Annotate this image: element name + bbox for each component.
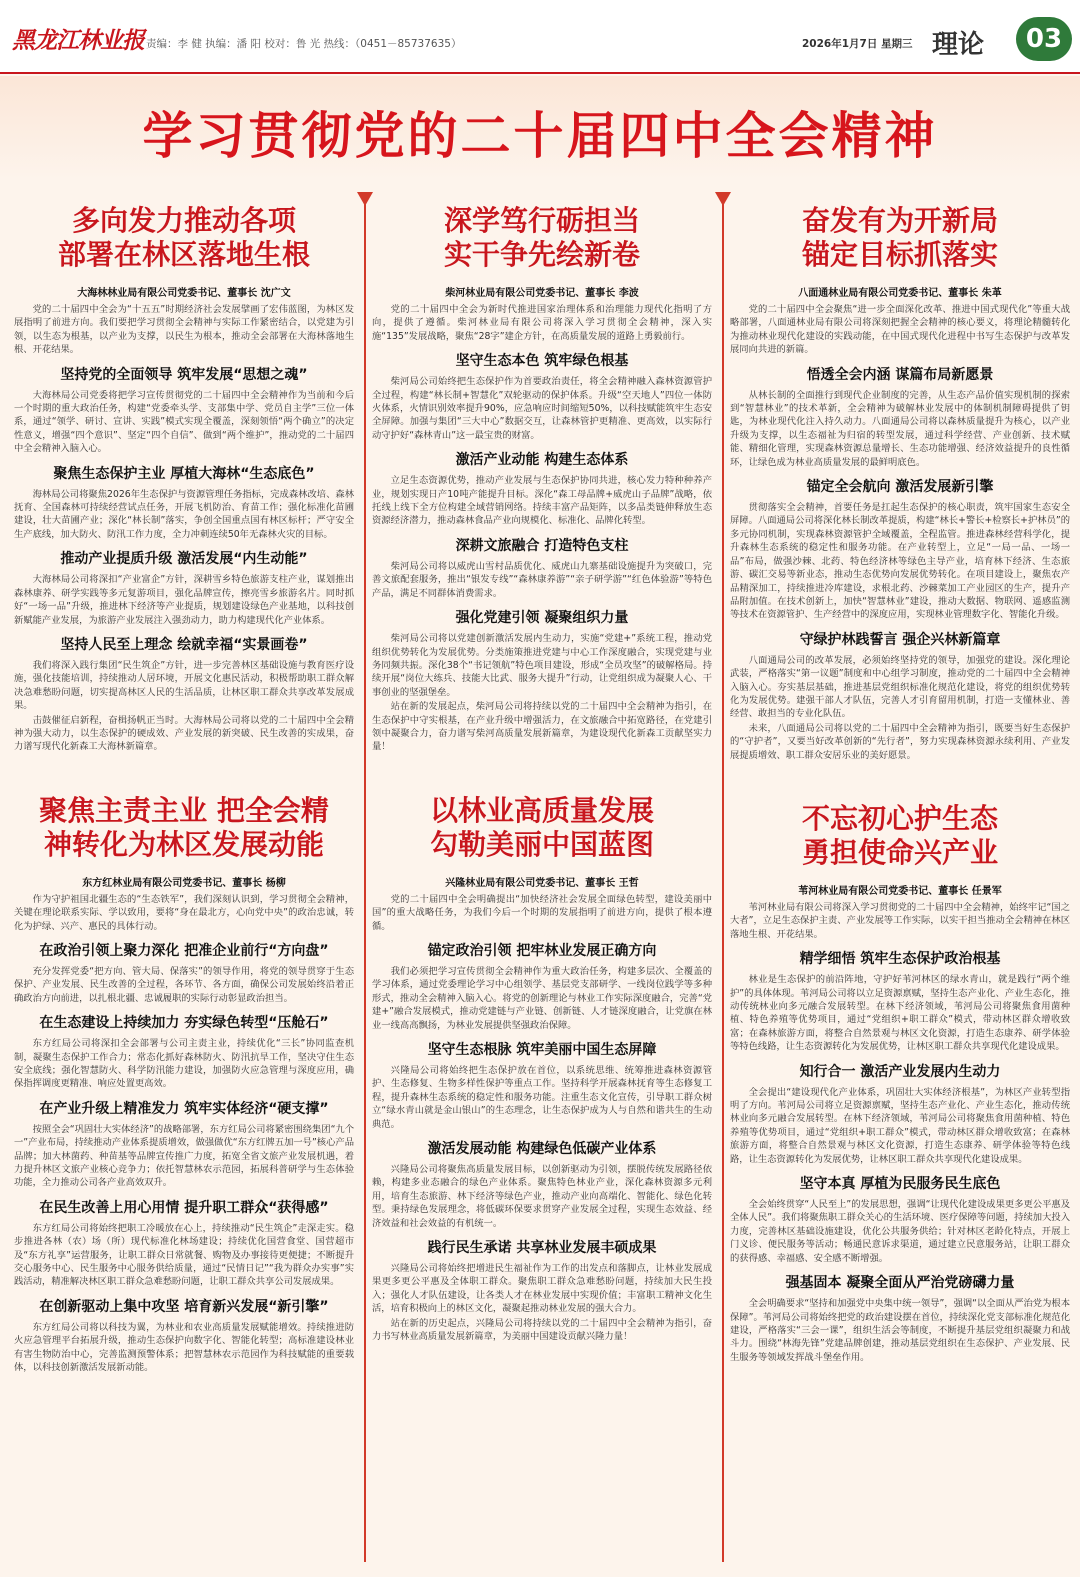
paragraph: 我们将深入践行集团“民生筑企”方针，进一步完善林区基础设施与教育医疗设施，强化技能培训，持续推动人居环境，开展文化惠民活动，积极帮助职工群众解决急难愁盼问题，切实提高林区人民的生活品质，让林区职工群众共享改革发展成果。 (14, 659, 354, 712)
article-title: 深学笃行砺担当 实干争先绘新卷 (443, 204, 640, 271)
paragraph: 林业是生态保护的前沿阵地，守护好苇河林区的绿水青山，就是践行“两个维护”的具体体现。苇河局公司将以立足资源禀赋，坚持生态产业化、产业生态化，推动传统林业向多元融合发展转型。在林下经济领域，苇河局公司将聚焦食用菌种植、特色养殖等优势项目，通过“党组织+职工群众”模式，带动林区群众增收致富；在森林旅游方面，将整合自然景观与林区文化资源，打造生态康养、研学体验等特色线路，让生态资源转化为发展优势，让林区职工群众共享现代化建设成果。 (730, 974, 1070, 1053)
subheading: 强化党建引领 凝聚组织力量 (455, 610, 629, 627)
paragraph: 苇河林业局有限公司将深入学习贯彻党的二十届四中全会精神，始终牢记“国之大者”，立足生态保护主责、产业发展等工作实际，以实干担当推动全会精神在林区落地生根、开花结果。 (730, 901, 1070, 940)
section-name: 理论 (932, 30, 985, 60)
subheading: 激活发展动能 构建绿色低碳产业体系 (427, 1141, 657, 1158)
subheading: 坚持人民至上理念 绘就幸福“实景画卷” (60, 636, 308, 653)
subheading: 推动产业提质升级 激活发展“内生动能” (60, 551, 308, 568)
subheading: 坚守生态本色 筑牢绿色根基 (455, 353, 629, 370)
article-title: 奋发有为开新局 锚定目标抓落实 (801, 204, 998, 271)
paragraph: 作为守护祖国北疆生态的“生态铁军”，我们深刻认识到，学习贯彻全会精神，关键在理论联系实际、学以致用，要将“身在最北方，心向党中央”的政治忠诚，转化为护绿、兴产、惠民的具体行动。 (14, 893, 354, 932)
paragraph: 全会始终贯穿“人民至上”的发展思想，强调“让现代化建设成果更多更公平惠及全体人民”。我们将聚焦职工群众关心的生活环境、医疗保障等问题，持续加大投入力度，完善林区基础设施建设，优化公共服务供给；针对林区老龄化特点，开展上门义诊、便民服务等活动；畅通民意诉求渠道，通过建立民意服务站，让职工群众的获得感、幸福感、安全感不断增强。 (730, 1199, 1070, 1264)
subheading: 悟透全会内涵 谋篇布局新愿景 (806, 366, 994, 383)
column-middle (372, 190, 712, 1570)
editor-credits: 责编：李 健 执编：潘 阳 校对：鲁 光 热线：（0451－85737635） (146, 38, 462, 50)
paragraph: 我们必须把学习宣传贯彻全会精神作为重大政治任务，构建多层次、全覆盖的学习体系，通过党委理论学习中心组领学、基层党支部研学、一线岗位践学等多种形式，推动全会精神入脑入心。将党的创新理论与林业工作实际深度融合，完善“党建+”融合发展模式，推动党建链与产业链、创新链、人才链深度融合，让党旗在林业一线高高飘扬，为林业发展提供坚强政治保障。 (372, 965, 712, 1031)
paragraph: 八面通局公司的改革发展，必须始终坚持党的领导，加强党的建设。深化理论武装，严格落实“第一议题”制度和中心组学习制度，推动党的二十届四中全会精神入脑入心。夯实基层基础，推进基层党组织标准化规范化建设，将党的组织优势转化为发展优势。建强干部人才队伍，完善人才引育留用机制，打造一支懂林业、善经营、敢担当的专业化队伍。 (730, 654, 1070, 720)
divider-pin-icon (715, 192, 731, 206)
subheading: 在生态建设上持续加力 夯实绿色转型“压舱石” (39, 1015, 329, 1032)
page-number-badge: 03 (1016, 17, 1072, 61)
paragraph: 全会明确要求“坚持和加强党中央集中统一领导”，强调“以全面从严治党为根本保障”。苇河局公司将始终把党的政治建设摆在首位，持续深化党支部标准化规范化建设，严格落实“三会一课”，组织生活会等制度，不断提升基层党组织凝聚力和战斗力。围绕“林海先锋”党建品牌创建，推动基层党组织在生态保护、产业发展、民生服务等领域发挥战斗堡垒作用。 (730, 1298, 1070, 1363)
article-author: 柴河林业局有限公司党委书记、董事长 李波 (445, 288, 639, 299)
paragraph: 站在新的历史起点，兴隆局公司将持续以党的二十届四中全会精神为指引，奋力书写林业高质量发展新篇章，为美丽中国建设贡献兴隆力量！ (372, 1317, 712, 1343)
paragraph: 兴隆局公司将始终把增进民生福祉作为工作的出发点和落脚点，让林业发展成果更多更公平惠及全体职工群众。聚焦职工群众急难愁盼问题，持续加大民生投入；强化人才队伍建设，让各类人才在林业发展中实现价值；丰富职工精神文化生活，培育积极向上的林区文化，凝聚起推动林业发展的强大合力。 (372, 1263, 712, 1315)
paragraph: 柴河局公司始终把生态保护作为首要政治责任，将全会精神融入森林资源管护全过程，构建“林长制+智慧化”双轮驱动的保护体系。升级“空天地人”四位一体防火体系，火情识别效率提升90%，应急响应时间缩短50%，以科技赋能筑牢生态安全屏障。加强与集团“三大中心”数据交互，让森林管护更精准、更高效，以实际行动守护好“森林青山”这一最宝贵的财富。 (372, 376, 712, 441)
paragraph: 全会提出“建设现代化产业体系，巩固壮大实体经济根基”，为林区产业转型指明了方向。苇河局公司将立足资源禀赋，坚持生态产业化、产业生态化，推动传统林业向多元融合发展转型。在林下经济领域，苇河局公司将聚焦食用菌种植、特色养殖等优势项目，通过“党组织+职工群众”模式，带动林区群众增收致富；在森林旅游方面，将整合自然景观与林区文化资源，打造生态康养、研学体验等特色线路，让生态资源转化为发展优势，让林区职工群众共享现代化建设成果。 (730, 1086, 1070, 1165)
paragraph: 从林长制的全面推行到现代企业制度的完善，从生态产品价值实现机制的探索到“智慧林业”的技术革新，全会精神为破解林业发展中的体制机制障碍提供了钥匙，为林业现代化注入持久动力。八面通局公司将以森林质量提升为核心，以产业升级为支撑，以生态福祉为归宿的转型发展，通过科学经营、产业创新、技术赋能、精细化管理，实现森林资源总量增长、生态功能增强、经济效益提升的良性循环，让绿色成为林业高质量发展的最鲜明底色。 (730, 389, 1070, 468)
subheading: 在政治引领上聚力深化 把准企业前行“方向盘” (39, 942, 329, 959)
paragraph: 党的二十届四中全会聚焦“进一步全面深化改革、推进中国式现代化”等重大战略部署，八面通林业局有限公司将深刻把握全会精神的核心要义，将理论精髓转化为推动林业现代化建设的实践动能，在中国式现代化进程中书写生态保护与改革发展同向共进的新篇。 (730, 304, 1070, 356)
article-author: 苇河林业局有限公司党委书记、董事长 任景军 (798, 885, 1002, 897)
subheading: 深耕文旅融合 打造特色支柱 (455, 537, 629, 554)
paragraph: 东方红局公司将始终把职工冷暖放在心上，持续推动“民生筑企”走深走实。稳步推进各林（农）场（所）现代标准化林场建设；持续优化国营食堂、国营超市及“东方礼享”运营服务，让职工群众日常就餐、购物及办事接待更便捷；不断提升交心服务中心、民生服务中心服务供给质量，通过“民情日记”“我为群众办实事”实践活动，精准解决林区职工群众急难愁盼问题，让职工群众共享公司发展成果。 (14, 1222, 354, 1288)
subheading: 精学细悟 筑牢生态保护政治根基 (799, 951, 1001, 968)
paragraph: 充分发挥党委“把方向、管大局、保落实”的领导作用，将党的领导贯穿于生态保护、产业发展、民生改善的全过程，各环节、各方面，确保公司发展始终沿着正确政治方向前进，以扎根北疆、忠诚履职的实际行动彰显政治担当。 (14, 965, 354, 1004)
paragraph: 未来，八面通局公司将以党的二十届四中全会精神为指引，既要当好生态保护的“守护者”，又要当好改革创新的“先行者”，努力实现森林资源永续利用、产业发展提质增效、职工群众安居乐业的美好愿景。 (730, 722, 1070, 761)
masthead (0, 0, 1080, 74)
paragraph: 党的二十届四中全会为新时代推进国家治理体系和治理能力现代化指明了方向，提供了遵循。柴河林业局有限公司将深入学习贯彻全会精神，深入实施“135”发展战略，聚焦“28字”建企方针，在高质量发展的道路上勇毅前行。 (372, 304, 712, 342)
column-right (730, 190, 1070, 1570)
article-author: 八面通林业局有限公司党委书记、董事长 朱革 (798, 288, 1002, 299)
subheading: 在创新驱动上集中攻坚 培育新兴发展“新引擎” (39, 1298, 329, 1315)
paragraph: 东方红局公司将深扣全会部署与公司主责主业，持续优化“三长”协同监查机制，凝聚生态保护工作合力；常态化抓好森林防火、防汛抗旱工作，坚决守住生态安全底线；强化智慧防火、科学防汛能力建设，加强防火应急管理与深度应用，确保指挥调度更精准、响应处置更高效。 (14, 1038, 354, 1090)
paragraph: 东方红局公司将以科技为翼，为林业和农业高质量发展赋能增效。持续推进防火应急管理平台拓展升级，推动生态保护向数字化、智能化转型；高标准建设林业有害生物防治中心，完善监测预警体系；把智慧林农示范园作为科技赋能的重要载体，以科技创新激活发展新动能。 (14, 1321, 354, 1374)
paragraph: 兴隆局公司将始终把生态保护放在首位，以系统思维、统筹推进森林资源管护、生态修复、生物多样性保护等重点工作。坚持科学开展森林抚育等生态修复工程，提升森林生态系统的稳定性和服务功能。注重生态文化宣传，引导职工群众树立“绿水青山就是金山银山”的生态理念，让生态保护成为人与自然和谐共生的生动典范。 (372, 1065, 712, 1130)
article-title: 以林业高质量发展 勾勒美丽中国蓝图 (429, 793, 654, 861)
subheading: 强基固本 凝聚全面从严治党磅礴力量 (785, 1275, 1015, 1292)
article-author: 东方红林业局有限公司党委书记、董事长 杨柳 (82, 877, 286, 889)
paragraph: 党的二十届四中全会明确提出“加快经济社会发展全面绿色转型，建设美丽中国”的重大战略任务，为我们今后一个时期的发展指明了前进方向，提供了根本遵循。 (372, 893, 712, 932)
paragraph: 立足生态资源优势，推动产业发展与生态保护协同共进，核心发力特种种养产业，规划实现日产10吨产能提升目标。深化“森工母品牌+威虎山子品牌”战略，依托线上线下全方位构建全域营销网络。持续丰富产品矩阵，以多品类链伸释放生态资源经济潜力，推动森林食品产业向规模化、标准化、品牌化转型。 (372, 475, 712, 527)
subheading: 知行合一 激活产业发展内生动力 (799, 1063, 1001, 1080)
page-banner-title: 学习贯彻党的二十届四中全会精神 (142, 107, 938, 165)
divider-pin-icon (357, 192, 373, 206)
paragraph: 柴河局公司将以威虎山雪村品质优化、威虎山九寨基础设施提升为突破口，完善文旅配套服务，推出“银发专线”“森林康养游”“亲子研学游”“红色体验游”等特色产品，满足不同群体消费需求。 (372, 560, 712, 599)
subheading: 坚守生态根脉 筑牢美丽中国生态屏障 (427, 1042, 657, 1058)
paragraph: 站在新的发展起点，柴河局公司将持续以党的二十届四中全会精神为指引，在生态保护中守实根基，在产业升级中增强活力，在文旅融合中拓宽路径，在党建引领中凝聚合力，奋力谱写柴河高质量发展新篇章，为建设现代化新森工贡献坚实力量！ (372, 701, 712, 753)
paragraph: 海林局公司将聚焦2026年生态保护与资源管理任务指标，完成森林改培、森林抚育、全国森林可持续经营试点任务，开展飞机防治、育苗工作；强化标准化苗圃建设，壮大苗圃产业；深化“林长制”落实，争创全国重点国有林区标杆；严守安全生产底线，加大防火、防汛工作力度，全力冲刺连续50年无森林火灾的目标。 (14, 488, 354, 540)
newspaper-logo: 黑龙江林业报 (12, 27, 144, 54)
subheading: 激活产业动能 构建生态体系 (455, 452, 629, 469)
column-divider (364, 192, 366, 1562)
subheading: 守绿护林践誓言 强企兴林新篇章 (799, 631, 1001, 648)
article-title: 不忘初心护生态 勇担使命兴产业 (801, 801, 998, 869)
subheading: 在民生改善上用心用情 提升职工群众“获得感” (39, 1199, 329, 1216)
subheading: 践行民生承诺 共享林业发展丰硕成果 (427, 1240, 657, 1257)
subheading: 坚守本真 厚植为民服务民生底色 (799, 1176, 1001, 1193)
subheading: 聚焦生态保护主业 厚植大海林“生态底色” (53, 465, 315, 482)
paragraph: 柴河局公司将以党建创新激活发展内生动力，实施“党建+”系统工程，推动党组织优势转化为发展优势。分类施策推进党建与中心工作深度融合，实现党建与业务同频共振。深化38个“书记领航”特色项目建设，形成“全员攻坚”的破解格局。持续开展“岗位大练兵、技能大比武、服务大提升”行动，让党组织成为凝聚人心、干事创业的坚强堡垒。 (372, 633, 712, 698)
paragraph: 大海林局公司将深扣“产业富企”方针，深耕雪乡特色旅游支柱产业，谋划推出森林康养、研学实践等多元复游项目，强化品牌宣传，擦亮雪乡旅游名片。同时抓好“一场一品”升级，推进林下经济等产业提质，规划建设绿色产业基地，以科技创新赋能产业发展，为旅游产业发展注入强劲动力，助力构建现代化产业体系。 (14, 574, 354, 626)
article-title: 多向发力推动各项 部署在林区落地生根 (57, 204, 310, 271)
paragraph: 党的二十届四中全会为“十五五”时期经济社会发展擘画了宏伟蓝图，为林区发展指明了前进方向。我们要把学习贯彻全会精神与实际工作紧密结合，以党建为引领，以生态为根基，以产业为支撑，以民生为根本，推动全会部署在大海林落地生根、开花结果。 (14, 304, 354, 356)
article-author: 大海林林业局有限公司党委书记、董事长 沈广文 (77, 288, 291, 299)
paragraph: 按照全会“巩固壮大实体经济”的战略部署，东方红局公司将紧密围绕集团“九个一”产业布局，持续推动产业体系提质增效，做强做优“东方红牌五加一号”核心产品品牌；加大林菌药、种苗基等品牌宣传推广力度，拓宽全省文旅产业发展机遇，着力提升林区文旅产业核心竞争力；依托智慧林农示范园，拓展科普研学与生态体验功能，全力推动公司各产业高效双升。 (14, 1123, 354, 1189)
subheading: 在产业升级上精准发力 筑牢实体经济“硬支撑” (39, 1100, 329, 1117)
paragraph: 大海林局公司党委将把学习宣传贯彻党的二十届四中全会精神作为当前和今后一个时期的重大政治任务，构建“党委牵头学、支部集中学、党员自主学”三位一体系，通过“领学、研讨、宣讲、实践”模式实现全覆盖，深刻领悟“两个确立”的决定性意义，增强“四个意识”、坚定“四个自信”、做到“两个维护”，推动党的二十届四中全会精神入脑入心。 (14, 389, 354, 455)
article-title: 聚焦主责主业 把全会精 神转化为林区发展动能 (39, 793, 329, 861)
article-author: 兴隆林业局有限公司党委书记、董事长 王哲 (445, 877, 639, 889)
subheading: 坚持党的全面领导 筑牢发展“思想之魂” (60, 366, 308, 383)
paragraph: 击鼓催征启新程，奋楫扬帆正当时。大海林局公司将以党的二十届四中全会精神为强大动力，以生态保护的硬成效、产业发展的新突破、民生改善的实成果，奋力谱写现代化新森工大海林新篇章。 (14, 714, 354, 753)
subheading: 锚定政治引领 把牢林业发展正确方向 (427, 942, 657, 959)
paragraph: 贯彻落实全会精神，首要任务是扛起生态保护的核心职责，筑牢国家生态安全屏障。八面通局公司将深化林长制改革提质，构建“林长+警长+检察长+护林员”的多元协同机制，实现森林资源管护全域覆盖，全程监管。推进森林经营科学化，提升森林生态系统的稳定性和服务功能。在产业转型上，立足“一局一品、一场一品”布局，做强沙棘、北药、特色经济林等绿色主导产业，培育林下经济、生态旅游、碳汇交易等新业态，推动生态优势向发展优势转化。在项目建设上，聚焦农产品精深加工，持续推进冷库建设，求根北药、沙棘菜加工产业园区的生产，提升产品附加值。在技术创新上，加快“智慧林业”建设，推动大数据、物联网、遥感监测等技术在资源管护、生产经营中的深度应用，实现林业管理数字化、智能化升级。 (730, 502, 1070, 621)
paragraph: 兴隆局公司将聚焦高质量发展目标，以创新驱动为引领，摆脱传统发展路径依赖，构建多业态融合的绿色产业体系。聚焦特色林业产业，深化森林资源多元利用，培育生态旅游、林下经济等绿色产业，推动产业向高端化、智能化、绿色化转型。秉持绿色发展理念，将低碳环保要求贯穿产业发展全过程，实现生态效益、经济效益和社会效益的有机统一。 (372, 1164, 712, 1229)
issue-date: 2026年1月7日 星期三 (802, 38, 913, 50)
column-divider (722, 192, 724, 1562)
subheading: 锚定全会航向 激活发展新引擎 (806, 479, 994, 496)
column-left (14, 190, 354, 1570)
